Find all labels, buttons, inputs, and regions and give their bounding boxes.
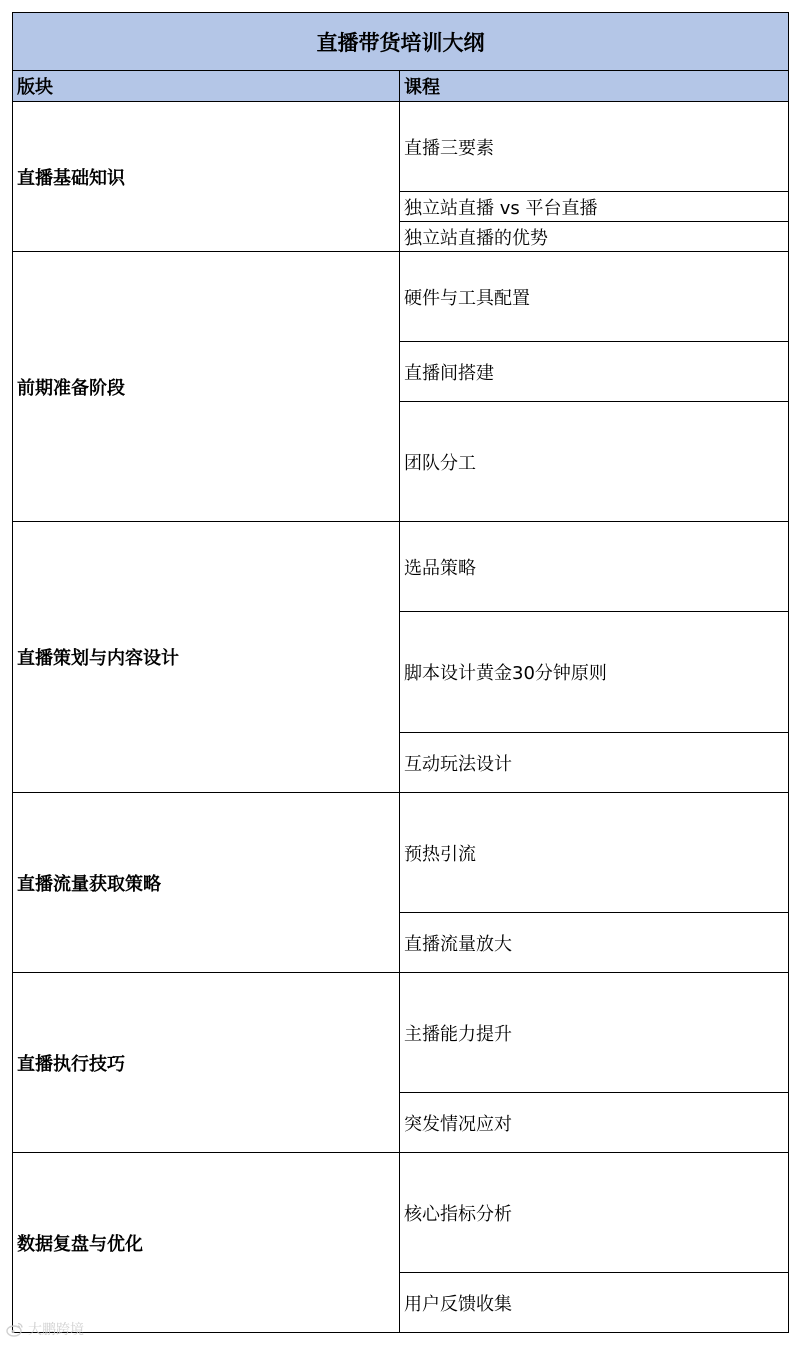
section-label: 前期准备阶段 xyxy=(13,252,400,522)
watermark-text: 大鹏跨境 xyxy=(28,1322,84,1338)
course-cell: 团队分工 xyxy=(400,402,789,522)
section-label: 直播策划与内容设计 xyxy=(13,522,400,793)
course-list xyxy=(400,1153,789,1333)
watermark xyxy=(6,1319,84,1339)
course-cell: 独立站直播 vs 平台直播 xyxy=(400,192,789,222)
weibo-icon xyxy=(6,1321,24,1337)
course-cell: 直播流量放大 xyxy=(400,913,789,973)
course-cell: 核心指标分析 xyxy=(400,1153,789,1273)
section-block xyxy=(13,1153,789,1333)
section-label: 直播流量获取策略 xyxy=(13,793,400,973)
section-block xyxy=(13,973,789,1153)
course-list xyxy=(400,973,789,1153)
section-label: 直播执行技巧 xyxy=(13,973,400,1153)
course-cell: 选品策略 xyxy=(400,522,789,612)
section-block xyxy=(13,102,789,252)
header-row xyxy=(13,71,789,102)
course-cell: 互动玩法设计 xyxy=(400,733,789,793)
course-column-header: 课程 xyxy=(400,71,789,102)
course-cell: 突发情况应对 xyxy=(400,1093,789,1153)
course-list xyxy=(400,793,789,973)
course-list xyxy=(400,102,789,252)
course-cell: 预热引流 xyxy=(400,793,789,913)
section-column-header: 版块 xyxy=(13,71,400,102)
section-block xyxy=(13,793,789,973)
course-list xyxy=(400,252,789,522)
table-title: 直播带货培训大纲 xyxy=(13,13,789,71)
course-cell: 用户反馈收集 xyxy=(400,1273,789,1333)
course-cell: 脚本设计黄金30分钟原则 xyxy=(400,612,789,733)
course-cell: 硬件与工具配置 xyxy=(400,252,789,342)
course-cell: 独立站直播的优势 xyxy=(400,222,789,252)
course-cell: 直播三要素 xyxy=(400,102,789,192)
course-cell: 直播间搭建 xyxy=(400,342,789,402)
course-list xyxy=(400,522,789,793)
course-cell: 主播能力提升 xyxy=(400,973,789,1093)
section-block xyxy=(13,522,789,793)
section-block xyxy=(13,252,789,522)
section-label: 直播基础知识 xyxy=(13,102,400,252)
section-label: 数据复盘与优化 xyxy=(13,1153,400,1333)
outline-table xyxy=(12,12,789,1333)
